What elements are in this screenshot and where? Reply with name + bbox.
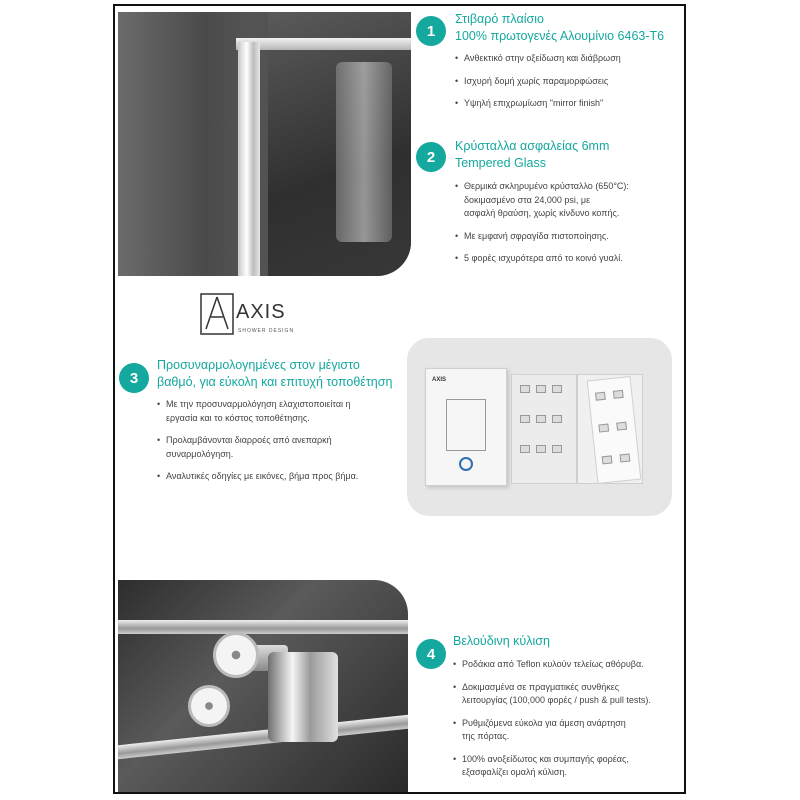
feature-3-bullets bbox=[157, 398, 382, 493]
feature-4-number-badge: 4 bbox=[416, 639, 446, 669]
list-item: • Δοκιμασμένα σε πραγματικές συνθήκες λειτουργίας (100,000 φορές / push & pull tests). bbox=[453, 681, 683, 708]
feature-3-number-badge: 3 bbox=[119, 363, 149, 393]
feature-2-bullets bbox=[455, 180, 680, 275]
feature-3-title: Προσυναρμολογημένες στον μέγιστο βαθμό, για εύκολη και επιτυχή τοποθέτηση bbox=[157, 358, 393, 389]
feature-2-number-badge: 2 bbox=[416, 142, 446, 172]
list-item: • Ροδάκια από Teflon κυλούν τελείως αθόρυβα. bbox=[453, 658, 683, 672]
feature-1-title: Στιβαρό πλαίσιο 100% πρωτογενές Αλουμίνιο 6463-T6 bbox=[455, 12, 665, 43]
feature-1-number-badge: 1 bbox=[416, 16, 446, 46]
instruction-booklet-photo bbox=[407, 338, 672, 516]
axis-logo bbox=[200, 291, 320, 341]
feature-4-bullets bbox=[453, 658, 683, 789]
brochure-page bbox=[113, 4, 686, 794]
feature-2-title: Κρύσταλλα ασφαλείας 6mm Tempered Glass bbox=[455, 139, 610, 170]
brand-name: AXIS bbox=[236, 301, 286, 323]
brand-tagline: SHOWER DESIGN bbox=[238, 328, 295, 334]
list-item: • Προλαμβάνονται διαρροές από ανεπαρκή συναρμολόγηση. bbox=[157, 434, 382, 461]
frame-photo bbox=[118, 12, 411, 276]
booklet-page bbox=[511, 374, 577, 484]
list-item: • Ρυθμιζόμενα εύκολα για άμεση ανάρτηση της πόρτας. bbox=[453, 717, 683, 744]
list-item: • 5 φορές ισχυρότερα από το κοινό γυαλί. bbox=[455, 252, 680, 266]
list-item: • Με εμφανή σφραγίδα πιστοποίησης. bbox=[455, 230, 680, 244]
list-item: • Υψηλή επιχρωμίωση "mirror finish" bbox=[455, 97, 680, 111]
feature-1-bullets bbox=[455, 52, 680, 120]
list-item: • Αναλυτικές οδηγίες με εικόνες, βήμα προς βήμα. bbox=[157, 470, 382, 484]
roller-photo bbox=[118, 580, 408, 792]
list-item: • Θερμικά σκληρυμένο κρύσταλλο (650°C): δοκιμασμένο στα 24,000 psi, με ασφαλή θραύση, χωρίς κίνδυνο κοπής. bbox=[455, 180, 680, 221]
list-item: • Ανθεκτικό στην οξείδωση και διάβρωση bbox=[455, 52, 680, 66]
booklet-cover bbox=[425, 368, 507, 486]
list-item: • 100% ανοξείδωτος και συμπαγής φορέας, εξασφαλίζει ομαλή κύλιση. bbox=[453, 753, 683, 780]
axis-logo-mark bbox=[200, 293, 234, 335]
feature-4-title: Βελούδινη κύλιση bbox=[453, 634, 550, 648]
booklet-logo: AXIS bbox=[432, 377, 447, 383]
list-item: • Με την προσυναρμολόγηση ελαχιστοποιείται η εργασία και το κόστος τοποθέτησης. bbox=[157, 398, 382, 425]
list-item: • Ισχυρή δομή χωρίς παραμορφώσεις bbox=[455, 75, 680, 89]
